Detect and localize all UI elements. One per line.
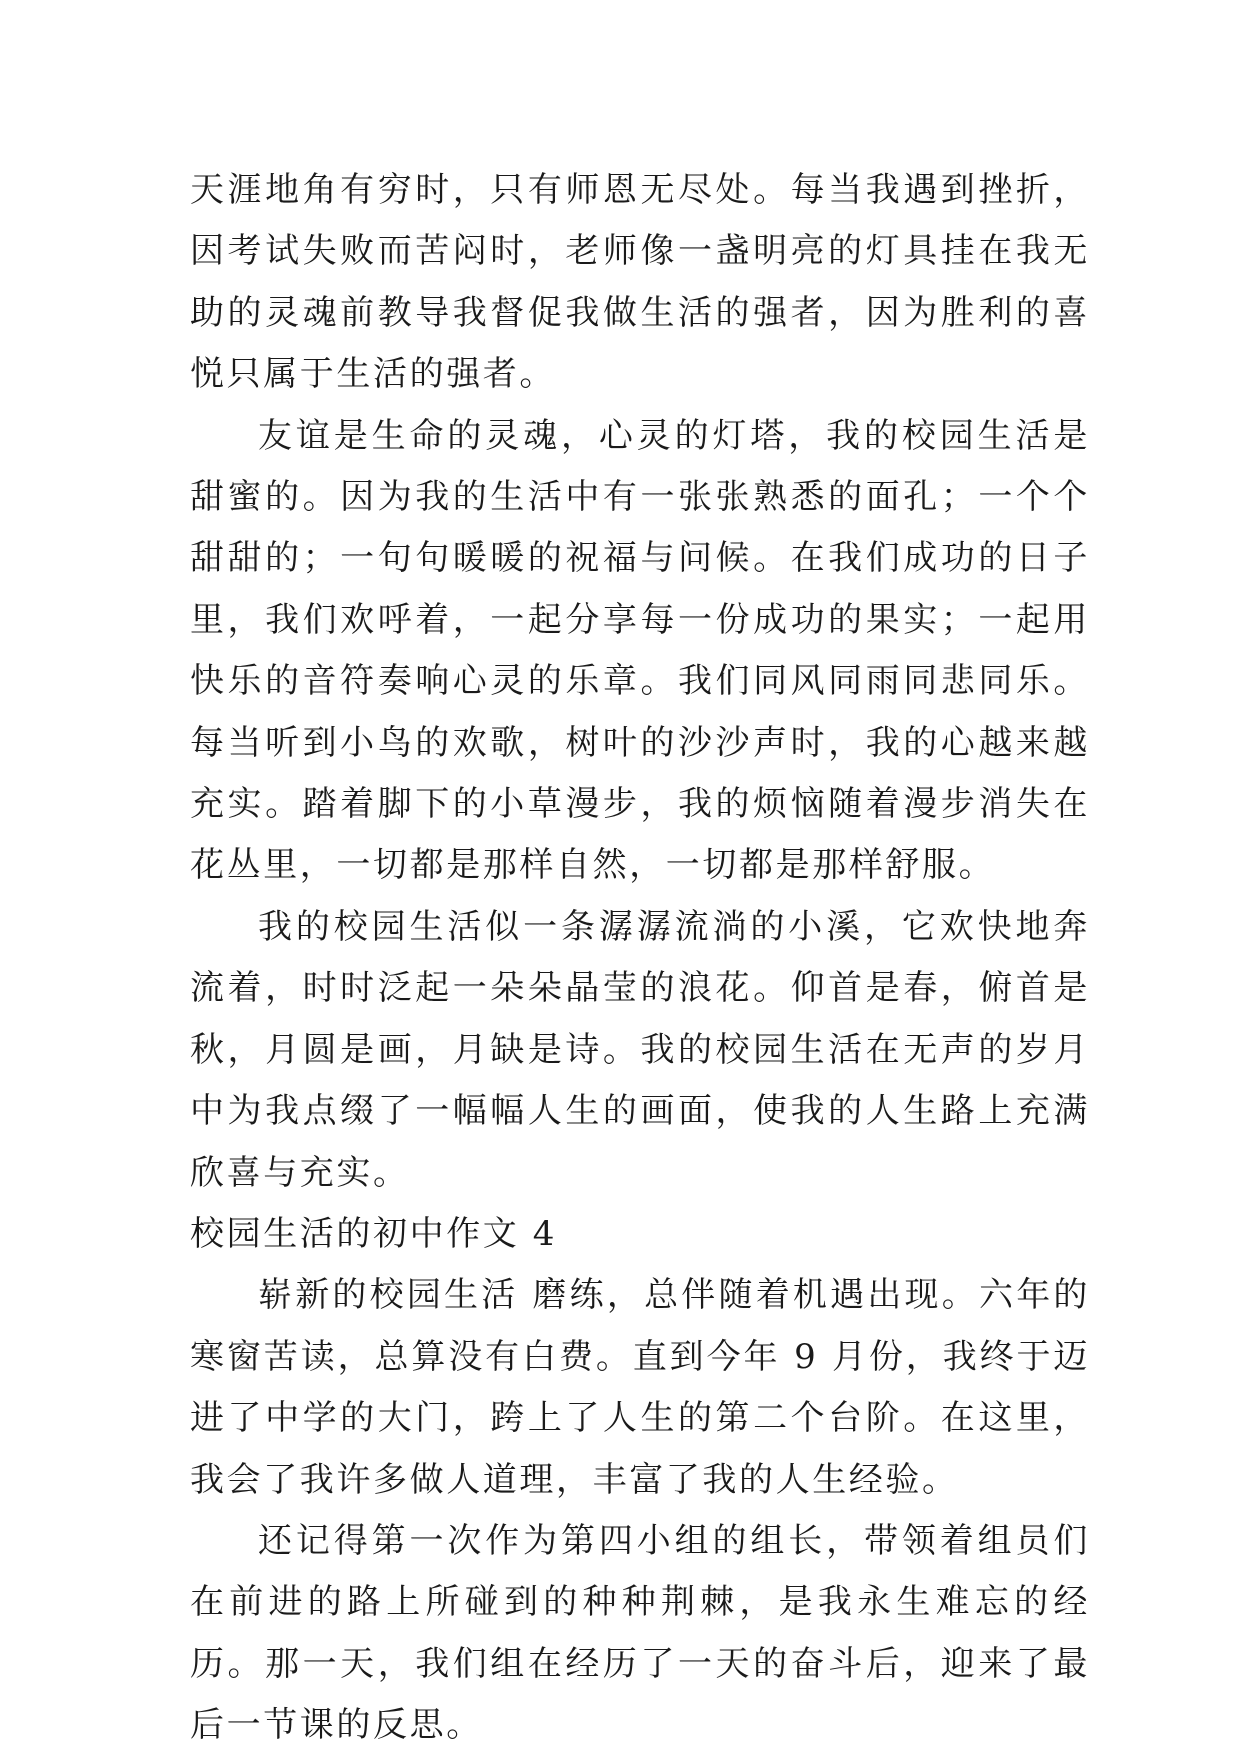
document-body [190, 160, 1090, 1757]
paragraph-teacher: 天涯地角有穷时，只有师恩无尽处。每当我遇到挫折，因考试失败而苦闷时，老师像一盏明亮的灯具挂在我无助的灵魂前教导我督促我做生活的强者，因为胜利的喜悦只属于生活的强者。 [190, 170, 1090, 395]
paragraph-group-leader: 还记得第一次作为第四小组的组长，带领着组员们在前进的路上所碰到的种种荆棘，是我永生难忘的经历。那一天，我们组在经历了一天的奋斗后，迎来了最后一节课的反思。 [190, 1520, 1090, 1746]
paragraph-friendship: 友谊是生命的灵魂，心灵的灯塔，我的校园生活是甜蜜的。因为我的生活中有一张张熟悉的面孔；一个个甜甜的；一句句暖暖的祝福与问候。在我们成功的日子里，我们欢呼着，一起分享每一份成功的果实；一起用快乐的音符奏响心灵的乐章。我们同风同雨同悲同乐。每当听到小鸟的欢歌，树叶的沙沙声时，我的心越来越充实。踏着脚下的小草漫步，我的烦恼随着漫步消失在花丛里，一切都是那样自然，一切都是那样舒服。 [190, 415, 1090, 886]
paragraph-new-campus-life: 崭新的校园生活 磨练，总伴随着机遇出现。六年的寒窗苦读，总算没有白费。直到今年 9 月份，我终于迈进了中学的大门，跨上了人生的第二个台阶。在这里，我会了我许多做人道理，丰富了我的人生经验。 [190, 1275, 1090, 1500]
paragraph-campus-stream: 我的校园生活似一条潺潺流淌的小溪，它欢快地奔流着，时时泛起一朵朵晶莹的浪花。仰首是春，俯首是秋，月圆是画，月缺是诗。我的校园生活在无声的岁月中为我点缀了一幅幅人生的画面，使我的人生路上充满欣喜与充实。 [190, 906, 1090, 1193]
section-heading: 校园生活的初中作文 4 [190, 1213, 558, 1254]
